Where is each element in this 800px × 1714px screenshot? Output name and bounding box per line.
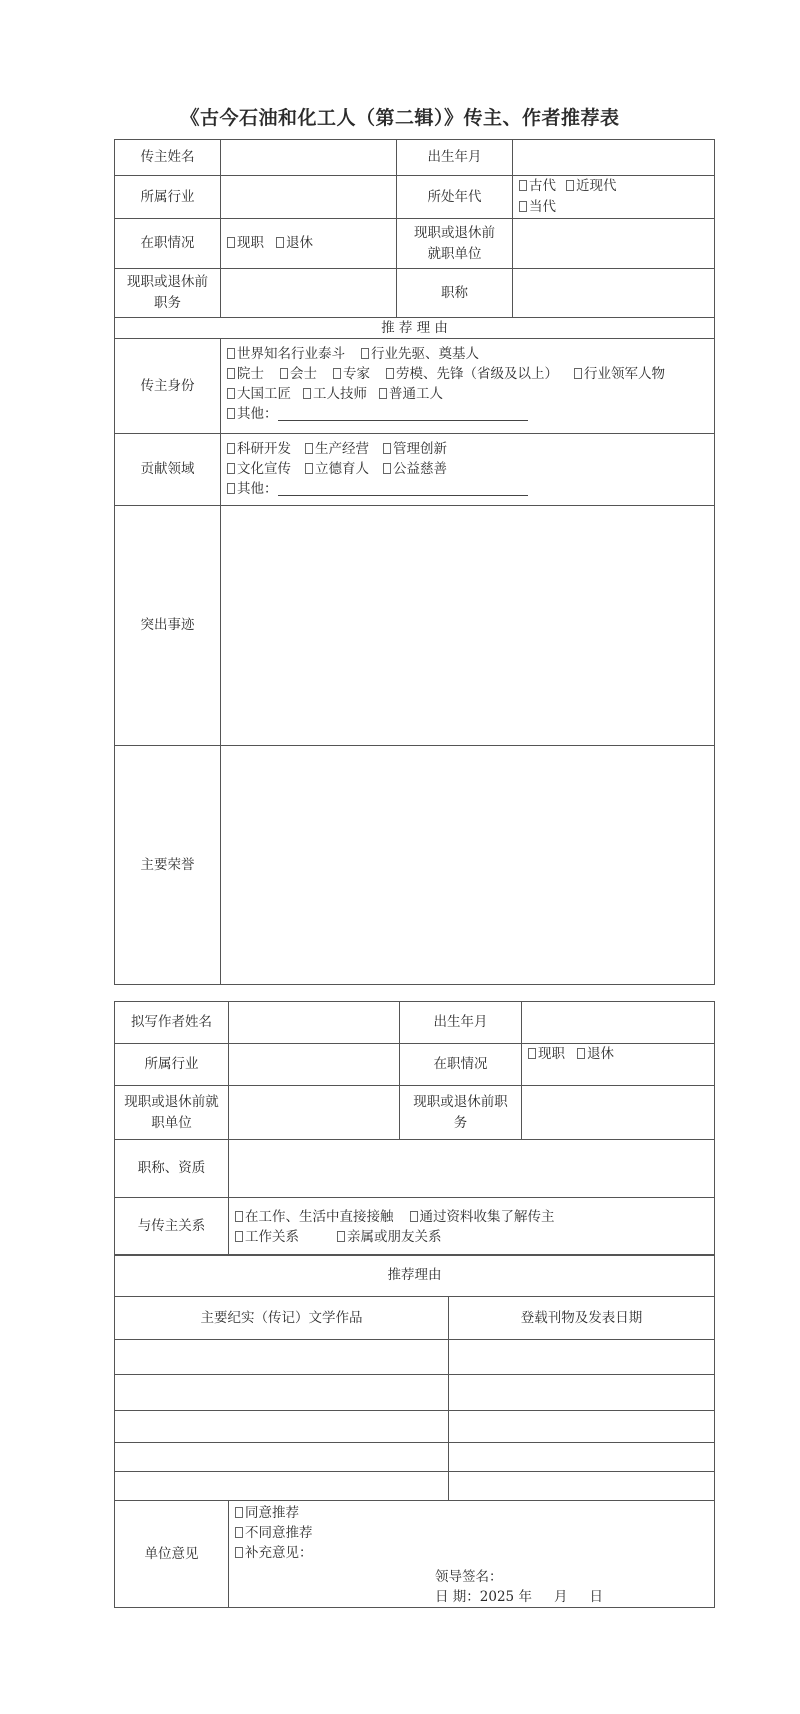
opinion-option[interactable]: 补充意见： [235, 1543, 708, 1563]
checkbox-icon [227, 408, 235, 419]
field-option[interactable]: 生产经营 [305, 441, 369, 457]
achievements-label: 突出事迹 [115, 506, 221, 746]
identity-option[interactable]: 院士 [227, 366, 264, 382]
works-table [114, 1254, 715, 1608]
era-option[interactable]: 近现代 [566, 178, 617, 194]
field-option[interactable]: 文化宣传 [227, 461, 291, 477]
other-input-line[interactable] [278, 481, 528, 496]
subject-position-label: 现职或退休前职务 [115, 269, 221, 318]
status-option-current[interactable]: 现职 [227, 235, 264, 251]
subject-table [114, 139, 715, 985]
author-relation-options [229, 1198, 715, 1256]
era-option[interactable]: 古代 [519, 178, 556, 194]
checkbox-icon [235, 1527, 243, 1538]
subject-birth-field[interactable] [513, 140, 715, 176]
checkbox-icon [280, 368, 288, 379]
field-options [221, 434, 715, 506]
date-line [235, 1587, 708, 1607]
identity-option[interactable]: 普通工人 [379, 386, 443, 402]
checkbox-icon [227, 463, 235, 474]
checkbox-icon [235, 1547, 243, 1558]
works-cell[interactable] [115, 1411, 449, 1443]
checkbox-icon [528, 1048, 536, 1059]
identity-option[interactable]: 大国工匠 [227, 386, 291, 402]
reason-header: 推 荐 理 由 [115, 318, 715, 339]
author-qualification-field[interactable] [229, 1140, 715, 1198]
author-relation-label: 与传主关系 [115, 1198, 229, 1256]
checkbox-icon [227, 388, 235, 399]
works-cell[interactable] [115, 1472, 449, 1501]
subject-position-field[interactable] [221, 269, 397, 318]
checkbox-icon [276, 237, 284, 248]
author-industry-label: 所属行业 [115, 1044, 229, 1086]
author-position-label: 现职或退休前职务 [400, 1086, 522, 1140]
relation-option[interactable]: 通过资料收集了解传主 [410, 1209, 555, 1225]
subject-era-options [513, 176, 715, 219]
checkbox-icon [519, 180, 527, 191]
author-position-field[interactable] [522, 1086, 715, 1140]
signature-label: 领导签名： [435, 1569, 503, 1585]
checkbox-icon [235, 1231, 243, 1242]
identity-option[interactable]: 行业先驱、奠基人 [361, 346, 479, 362]
field-option[interactable]: 立德育人 [305, 461, 369, 477]
relation-option[interactable]: 工作关系 [235, 1229, 299, 1245]
relation-option[interactable]: 亲属或朋友关系 [337, 1229, 442, 1245]
author-industry-field[interactable] [229, 1044, 400, 1086]
checkbox-icon [235, 1507, 243, 1518]
works-cell[interactable] [449, 1411, 715, 1443]
subject-title-field[interactable] [513, 269, 715, 318]
other-input-line[interactable] [278, 406, 528, 421]
status-option-retired[interactable]: 退休 [276, 235, 313, 251]
date-label: 日 期：2025 年 [435, 1589, 532, 1605]
checkbox-icon [519, 201, 527, 212]
subject-name-label: 传主姓名 [115, 140, 221, 176]
author-qualification-label: 职称、资质 [115, 1140, 229, 1198]
works-cell[interactable] [449, 1443, 715, 1472]
checkbox-icon [566, 180, 574, 191]
works-cell[interactable] [115, 1443, 449, 1472]
checkbox-icon [303, 388, 311, 399]
identity-option[interactable]: 世界知名行业泰斗 [227, 346, 345, 362]
identity-option[interactable]: 专家 [333, 366, 370, 382]
opinion-option[interactable]: 不同意推荐 [235, 1523, 708, 1543]
checkbox-icon [361, 348, 369, 359]
field-label: 贡献领域 [115, 434, 221, 506]
honors-field[interactable] [221, 746, 715, 985]
checkbox-icon [386, 368, 394, 379]
identity-options [221, 339, 715, 434]
subject-status-options [221, 219, 397, 269]
checkbox-icon [333, 368, 341, 379]
works-cell[interactable] [449, 1472, 715, 1501]
identity-option[interactable]: 行业领军人物 [574, 366, 665, 382]
identity-option[interactable]: 会士 [280, 366, 317, 382]
reason2-header: 推荐理由 [115, 1255, 715, 1297]
checkbox-icon [337, 1231, 345, 1242]
checkbox-icon [227, 368, 235, 379]
checkbox-icon [227, 443, 235, 454]
field-option[interactable]: 公益慈善 [383, 461, 447, 477]
era-option[interactable]: 当代 [519, 199, 556, 215]
works-cell[interactable] [115, 1375, 449, 1411]
day-label: 日 [589, 1589, 603, 1605]
author-name-label: 拟写作者姓名 [115, 1002, 229, 1044]
checkbox-icon [235, 1211, 243, 1222]
opinion-option[interactable]: 同意推荐 [235, 1503, 708, 1523]
author-unit-field[interactable] [229, 1086, 400, 1140]
checkbox-icon [305, 443, 313, 454]
checkbox-icon [227, 237, 235, 248]
opinion-label: 单位意见 [115, 1501, 229, 1608]
subject-name-field[interactable] [221, 140, 397, 176]
checkbox-icon [227, 483, 235, 494]
subject-title-label: 职称 [397, 269, 513, 318]
works-col2-header: 登载刊物及发表日期 [449, 1297, 715, 1340]
checkbox-icon [379, 388, 387, 399]
identity-label: 传主身份 [115, 339, 221, 434]
checkbox-icon [383, 463, 391, 474]
subject-era-label: 所处年代 [397, 176, 513, 219]
achievements-field[interactable] [221, 506, 715, 746]
identity-option[interactable]: 劳模、先锋（省级及以上） [386, 366, 558, 382]
checkbox-icon [383, 443, 391, 454]
subject-unit-label: 现职或退休前就职单位 [397, 219, 513, 269]
author-unit-label: 现职或退休前就职单位 [115, 1086, 229, 1140]
identity-option-other[interactable]: 其他： [227, 406, 528, 422]
author-status-options [522, 1044, 715, 1086]
author-status-retired[interactable]: 退休 [577, 1046, 614, 1062]
author-birth-label: 出生年月 [400, 1002, 522, 1044]
subject-unit-field[interactable] [513, 219, 715, 269]
author-status-current[interactable]: 现职 [528, 1046, 565, 1062]
works-col1-header: 主要纪实（传记）文学作品 [115, 1297, 449, 1340]
checkbox-icon [410, 1211, 418, 1222]
author-table [114, 1001, 715, 1256]
checkbox-icon [577, 1048, 585, 1059]
author-birth-field[interactable] [522, 1002, 715, 1044]
author-name-field[interactable] [229, 1002, 400, 1044]
signature-line [235, 1567, 708, 1587]
works-cell[interactable] [449, 1340, 715, 1375]
works-cell[interactable] [115, 1340, 449, 1375]
subject-industry-field[interactable] [221, 176, 397, 219]
checkbox-icon [574, 368, 582, 379]
subject-birth-label: 出生年月 [397, 140, 513, 176]
honors-label: 主要荣誉 [115, 746, 221, 985]
field-option[interactable]: 管理创新 [383, 441, 447, 457]
identity-option[interactable]: 工人技师 [303, 386, 367, 402]
works-cell[interactable] [449, 1375, 715, 1411]
checkbox-icon [227, 348, 235, 359]
month-label: 月 [553, 1589, 568, 1605]
subject-industry-label: 所属行业 [115, 176, 221, 219]
relation-option[interactable]: 在工作、生活中直接接触 [235, 1209, 394, 1225]
checkbox-icon [305, 463, 313, 474]
form-title: 《古今石油和化工人（第二辑）》传主、作者推荐表 [180, 107, 620, 129]
field-option-other[interactable]: 其他： [227, 481, 528, 497]
field-option[interactable]: 科研开发 [227, 441, 291, 457]
opinion-body [229, 1501, 715, 1608]
author-status-label: 在职情况 [400, 1044, 522, 1086]
subject-status-label: 在职情况 [115, 219, 221, 269]
